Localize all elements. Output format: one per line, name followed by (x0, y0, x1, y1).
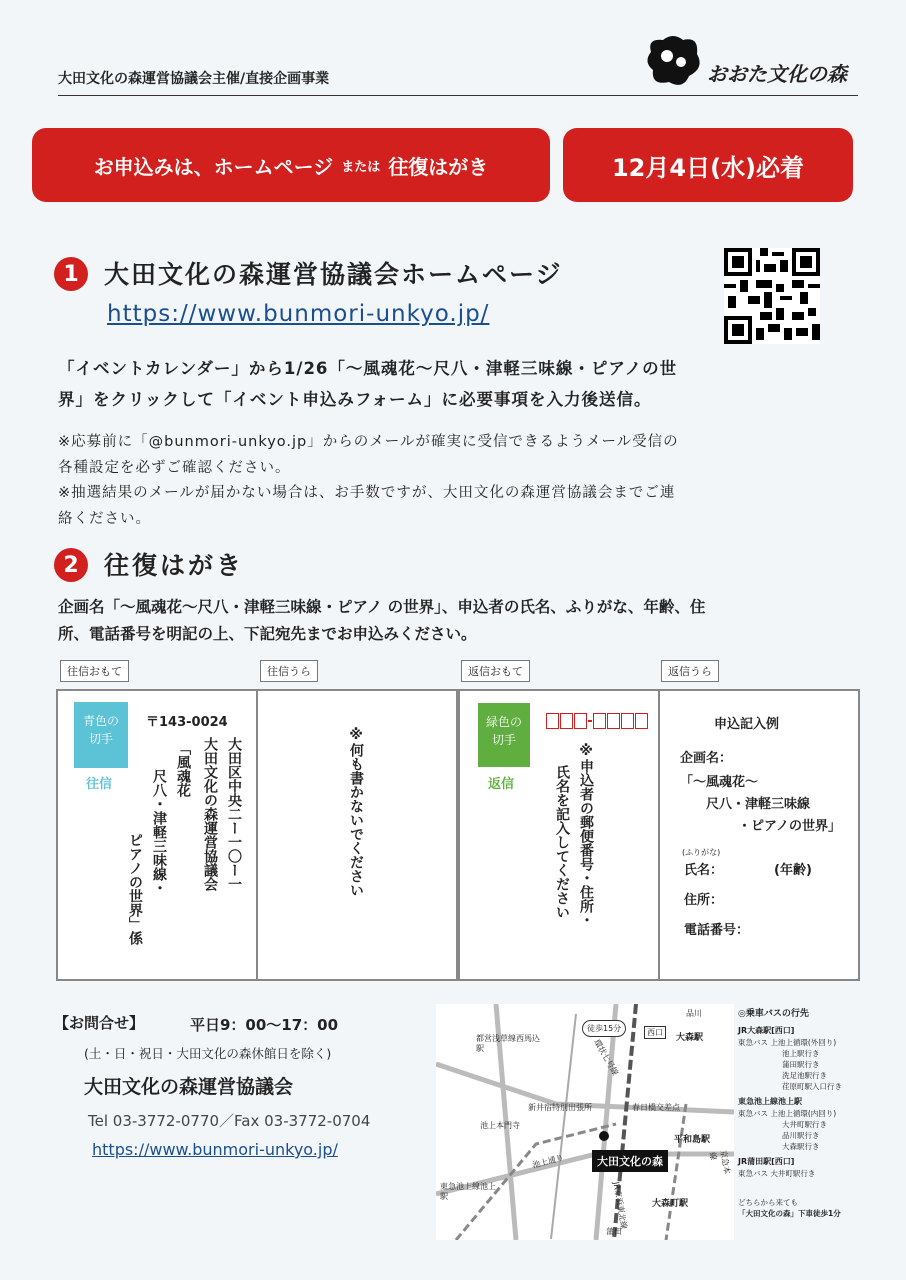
postal-box (607, 713, 620, 729)
organizer-text: 大田文化の森運営協議会主催/直接企画事業 (58, 71, 330, 87)
bus-line: 大森駅行き (782, 1142, 820, 1151)
map-shinagawa: 品川 (686, 1009, 702, 1018)
example-event-line1: 「〜風魂花〜 (680, 775, 759, 790)
green-stamp-label: 返信 (488, 777, 515, 792)
address-col2: 大田文化の森運営協議会 (202, 737, 218, 891)
map-omorimachi: 大森町駅 (652, 1199, 689, 1209)
bus-line: JR蒲田駅[西口] (738, 1157, 795, 1166)
contact-organization: 大田文化の森運営協議会 (84, 1076, 294, 1098)
postal-dash (588, 720, 592, 722)
map-kasuga: 春日橋交差点 (632, 1103, 680, 1112)
bus-line: 東急バス 上池上循環(内回り) (738, 1109, 837, 1118)
map-venue: 大田文化の森 (592, 1150, 668, 1172)
map-heiwajima: 平和島駅 (674, 1135, 711, 1145)
apply-method-banner (32, 128, 550, 202)
blue-stamp-text: 青色の切手 (82, 714, 119, 746)
map-ikegami-dori: 池上通り (531, 1153, 565, 1170)
bus-line: 荏原町駅入口行き (782, 1082, 842, 1091)
section1-note1-line1: ※応募前に「@bunmori-unkyo.jp」からのメールが確実に受信できるようメール受信の (58, 434, 679, 450)
example-title: 申込記入例 (714, 717, 780, 732)
map-omori-station: 大森駅 (676, 1033, 704, 1043)
map-shinei: 新井宿特別出張所 (528, 1103, 592, 1112)
bus-line: 東急池上線池上駅 (738, 1097, 802, 1106)
section1-note2-line1: ※抽選結果のメールが届かない場合は、お手数ですが、大田文化の森運営協議会までご連 (58, 485, 676, 501)
bus-footer2: 「大田文化の森」下車徒歩1分 (738, 1209, 841, 1218)
card-reply-back (658, 689, 860, 981)
postal-code: 〒143-0024 (146, 715, 228, 730)
map-asakusa: 都営浅草線西馬込駅 (476, 1034, 540, 1053)
section1-body-line1: 「イベントカレンダー」から1/26「〜風魂花〜尺八・津軽三味線・ピアノの世 (58, 359, 678, 378)
example-furigana: (ふりがな) (682, 848, 721, 857)
section2-body-line1: 企画名「〜風魂花〜尺八・津軽三味線・ピアノ の世界」、申込者の氏名、ふりがな、年齢、住 (58, 598, 706, 616)
blue-stamp (74, 702, 128, 768)
bus-info (738, 1006, 862, 1219)
logo (643, 32, 858, 90)
section2-title: 往復はがき (104, 551, 245, 580)
postal-box (593, 713, 606, 729)
postal-code-boxes (546, 713, 648, 729)
logo-text: おおた文化の森 (707, 62, 847, 86)
bus-footer1: どちらから来ても (738, 1198, 798, 1207)
qr-code-icon[interactable] (724, 248, 820, 344)
example-event-line3: ・ピアノの世界」 (738, 819, 841, 834)
example-name: 氏名： (684, 863, 724, 878)
postal-box (635, 713, 648, 729)
bus-line: 東急バス 上池上循環(外回り) (738, 1038, 837, 1047)
bus-line: JR大森駅[西口] (738, 1026, 795, 1035)
card-outgoing-front (56, 689, 258, 981)
map-keikyu: 京急本線 (707, 1149, 732, 1175)
deadline-text: 12月4日(水)必着 (611, 153, 805, 182)
bus-line: 大井町駅行き (782, 1120, 827, 1129)
section1-url-link[interactable]: https://www.bunmori-unkyo.jp/ (107, 301, 490, 327)
bus-line: 池上駅行き (782, 1049, 820, 1058)
green-stamp (478, 703, 530, 767)
example-age: (年齢) (774, 863, 812, 878)
example-address: 住所： (684, 893, 724, 908)
postal-box (546, 713, 559, 729)
tab-reply-front: 返信おもて (461, 660, 530, 682)
map-tokyu: 東急池上線池上駅 (440, 1182, 496, 1201)
tab-outgoing-front: 往信おもて (60, 660, 129, 682)
postal-box (560, 713, 573, 729)
address-col5: ピアノの世界」係 (127, 833, 143, 945)
postal-box (574, 713, 587, 729)
logo-mark-icon (643, 32, 705, 90)
reply-note-col1: ※申込者の郵便番号・住所・ (578, 743, 594, 927)
green-stamp-text: 緑色の切手 (485, 715, 522, 747)
section2-body-line2: 所、電話番号を明記の上、下記宛先までお申込みください。 (58, 625, 477, 643)
map-walk: 徒歩15分 (582, 1020, 626, 1037)
apply-main-text: お申込みは、ホームページ (93, 154, 334, 179)
address-col3: 「風魂花 (175, 741, 191, 797)
contact-hours: 平日9：00〜17：00 (190, 1016, 339, 1034)
contact-tel-fax: Tel 03-3772-0770／Fax 03-3772-0704 (88, 1112, 371, 1130)
bus-line: 品川駅行き (782, 1131, 820, 1140)
contact-closed-days: (土・日・祝日・大田文化の森休館日を除く) (84, 1046, 332, 1061)
section1-body-line2: 界」をクリックして「イベント申込みフォーム」に必要事項を入力後送信。 (58, 390, 652, 409)
reply-note-col2: 氏名を記入してください (554, 765, 570, 919)
address-col1: 大田区中央二ー一〇ー一 (226, 737, 242, 891)
map-jr-keihin: JR京浜東北線 (611, 1181, 629, 1230)
bus-line: 洗足池駅行き (782, 1071, 827, 1080)
back-note: ※何も書かないでください (348, 727, 364, 897)
address-col4: 尺八・津軽三味線・ (151, 769, 167, 895)
section1-number: 1 (54, 257, 88, 291)
section2-number: 2 (54, 548, 88, 582)
map-kanjo: 環状七号線 (592, 1037, 620, 1078)
map-west-exit: 西口 (644, 1026, 666, 1039)
card-reply-front (458, 689, 660, 981)
section1-note1-line2: 各種設定を必ずご確認ください。 (58, 460, 291, 476)
bus-line: 東急バス 大井町駅行き (738, 1169, 816, 1178)
contact-url-link[interactable]: https://www.bunmori-unkyo.jp/ (92, 1140, 338, 1159)
tab-outgoing-back: 往信うら (260, 660, 318, 682)
access-map (436, 1004, 734, 1240)
postal-box (621, 713, 634, 729)
apply-or-text: または (341, 159, 381, 175)
example-phone: 電話番号： (684, 923, 750, 938)
contact-label: 【お問合せ】 (54, 1014, 145, 1032)
header-rule (58, 95, 858, 96)
example-event-line2: 尺八・津軽三味線 (706, 797, 811, 812)
apply-post-text: 往復はがき (388, 154, 489, 179)
blue-stamp-label: 往信 (86, 777, 113, 792)
bus-title: ◎乗車バスの行先 (738, 1009, 809, 1019)
bus-line: 蒲田駅行き (782, 1060, 820, 1069)
card-outgoing-back (256, 689, 458, 981)
map-ikegami-honmonji: 池上本門寺 (480, 1121, 520, 1130)
deadline-banner (563, 128, 853, 202)
map-kamata: 蒲田 (606, 1227, 622, 1236)
section1-note2-line2: 絡ください。 (58, 511, 151, 527)
section1-title: 大田文化の森運営協議会ホームページ (104, 260, 563, 289)
example-event-label: 企画名： (680, 751, 733, 766)
tab-reply-back: 返信うら (661, 660, 719, 682)
